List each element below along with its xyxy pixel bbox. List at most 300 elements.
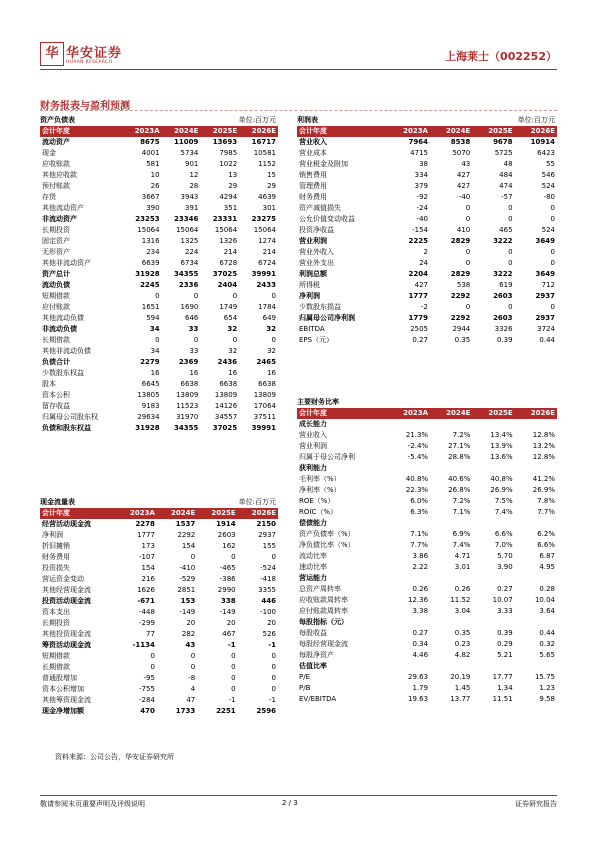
- table-row: [40, 225, 278, 236]
- cell-value: -284: [139, 696, 155, 704]
- cell-value: 2225: [408, 237, 428, 245]
- cell-value: 427: [456, 171, 471, 179]
- cell-value: 3649: [535, 237, 555, 245]
- row-label: 存货: [42, 193, 56, 201]
- cell-value: 2851: [177, 586, 196, 594]
- cell-value: 1274: [258, 237, 276, 245]
- cell-value: 5070: [452, 149, 471, 157]
- cell-value: 1537: [175, 520, 196, 528]
- cell-value: 19.63: [408, 695, 429, 703]
- cell-value: 0: [465, 248, 471, 256]
- financial-ratios-panel: [297, 396, 557, 705]
- row-label: EBITDA: [299, 325, 325, 333]
- row-label: 普通股增加: [42, 674, 77, 682]
- cell-value: -100: [260, 608, 276, 616]
- cell-value: 10: [150, 171, 160, 179]
- brand-logo-text: 华安证券: [66, 46, 123, 61]
- column-header: 2024E: [162, 126, 201, 137]
- row-label: 每股经营现金流: [299, 640, 348, 648]
- cell-value: 154: [181, 542, 196, 550]
- income-statement-title: 利润表: [297, 116, 318, 124]
- cell-value: 26.9%: [490, 486, 513, 494]
- cell-value: 6638: [180, 380, 199, 388]
- row-label: 营业收入: [299, 431, 327, 439]
- cell-value: 7.7%: [537, 508, 555, 516]
- table-header-row: [40, 508, 278, 519]
- row-label: 资产减值损失: [299, 204, 341, 212]
- row-label: 每股指标（元）: [299, 618, 348, 626]
- row-label: 无形资产: [42, 248, 70, 256]
- cell-value: 7.2%: [452, 497, 471, 505]
- cell-value: 654: [223, 314, 238, 322]
- cell-value: 3.64: [539, 607, 555, 615]
- cell-value: -1: [268, 641, 276, 649]
- table-row: [297, 137, 557, 148]
- cell-value: 20: [186, 619, 196, 627]
- table-row: [40, 596, 278, 607]
- row-label: 利润总额: [299, 270, 327, 278]
- cell-value: 1.34: [497, 684, 513, 692]
- table-row: [40, 214, 278, 225]
- table-row: [40, 357, 278, 368]
- cell-value: -529: [179, 575, 196, 583]
- cell-value: 0.32: [539, 640, 555, 648]
- cell-value: 1749: [219, 303, 238, 311]
- cell-value: 13.77: [450, 695, 471, 703]
- cell-value: 2937: [535, 314, 555, 322]
- cell-value: 2.22: [412, 563, 429, 571]
- row-label: 折旧摊销: [42, 542, 70, 550]
- cell-value: 0.44: [539, 336, 555, 344]
- row-label: 毛利率（%）: [299, 475, 341, 483]
- row-label: 净利润: [299, 292, 320, 300]
- cell-value: 6734: [180, 259, 199, 267]
- cell-value: -1: [227, 641, 236, 649]
- cell-value: [387, 419, 430, 430]
- row-label: P/E: [299, 673, 311, 681]
- row-label: EPS（元）: [299, 336, 334, 344]
- cell-value: -8: [188, 674, 196, 682]
- table-row: [297, 313, 557, 324]
- cell-value: 0: [271, 685, 276, 693]
- table-row: [40, 324, 278, 335]
- cashflow-statement-table: [40, 508, 278, 717]
- table-row: [40, 203, 278, 214]
- cell-value: 1152: [258, 160, 276, 168]
- table-row: [40, 651, 278, 662]
- cell-value: 2279: [140, 358, 160, 366]
- cell-value: 34557: [214, 413, 238, 421]
- cell-value: 2433: [256, 281, 276, 289]
- cell-value: 712: [541, 281, 555, 289]
- cell-value: 23275: [251, 215, 276, 223]
- cell-value: 2465: [256, 358, 276, 366]
- cell-value: -57: [501, 193, 513, 201]
- row-label: 其他非流动负债: [42, 347, 91, 355]
- cell-value: 594: [146, 314, 160, 322]
- cell-value: 619: [499, 281, 513, 289]
- cashflow-statement-header: [40, 496, 278, 508]
- cell-value: -1: [228, 696, 236, 704]
- cell-value: 1777: [137, 531, 155, 539]
- row-label: 留存收益: [42, 402, 70, 410]
- cell-value: 0.29: [497, 640, 513, 648]
- table-row: [297, 148, 557, 159]
- cell-value: 234: [146, 248, 160, 256]
- row-label: 应付账款周转率: [299, 607, 348, 615]
- row-label: 归属母公司股东权: [42, 413, 98, 421]
- table-row: [297, 441, 557, 452]
- row-label: 销售费用: [299, 171, 327, 179]
- column-header: 会计年度: [40, 508, 116, 519]
- column-header: 2026E: [239, 126, 278, 137]
- cell-value: 33: [188, 325, 199, 333]
- cell-value: 546: [541, 171, 555, 179]
- cell-value: 34: [149, 325, 160, 333]
- table-row: [40, 379, 278, 390]
- cell-value: [472, 573, 514, 584]
- row-label: 偿债能力: [299, 519, 327, 527]
- cell-value: 216: [141, 575, 155, 583]
- row-label: 财务费用: [299, 193, 327, 201]
- cell-value: 2603: [493, 292, 513, 300]
- cell-value: 2596: [256, 707, 276, 715]
- cell-value: 5.70: [497, 552, 513, 560]
- cell-value: -80: [543, 193, 555, 201]
- row-label: 每股收益: [299, 629, 327, 637]
- cell-value: 6.6%: [537, 541, 555, 549]
- cell-value: 3649: [535, 270, 555, 278]
- table-row: [40, 662, 278, 673]
- row-label: 长期投资: [42, 226, 70, 234]
- cell-value: 0: [550, 248, 555, 256]
- cell-value: 0.39: [496, 336, 513, 344]
- table-row: [297, 258, 557, 269]
- cell-value: 37025: [212, 270, 238, 278]
- cell-value: 3222: [493, 237, 513, 245]
- cell-value: 2505: [410, 325, 428, 333]
- cell-value: [515, 518, 557, 529]
- cell-value: 390: [146, 204, 160, 212]
- cell-value: 55: [546, 160, 555, 168]
- cell-value: 446: [261, 597, 276, 605]
- cell-value: [430, 518, 472, 529]
- cell-value: 0.44: [539, 629, 555, 637]
- table-row: [297, 617, 557, 628]
- row-label: 管理费用: [299, 182, 327, 190]
- cell-value: [472, 617, 514, 628]
- cell-value: 155: [262, 542, 276, 550]
- cell-value: 524: [541, 182, 555, 190]
- balance-sheet-unit: 单位:百万元: [238, 116, 276, 124]
- cell-value: 13809: [176, 391, 199, 399]
- cell-value: 334: [414, 171, 428, 179]
- cell-value: 7.1%: [410, 530, 429, 538]
- cell-value: 17064: [253, 402, 276, 410]
- row-label: 应收账款: [42, 160, 70, 168]
- cell-value: 538: [456, 281, 471, 289]
- table-row: [297, 214, 557, 225]
- cell-value: 154: [141, 564, 155, 572]
- row-label: 投资活动现金流: [42, 597, 91, 605]
- row-label: 净利率（%）: [299, 486, 341, 494]
- table-row: [297, 518, 557, 529]
- cell-value: 6724: [258, 259, 276, 267]
- column-header: 2023A: [387, 408, 430, 419]
- table-row: [40, 563, 278, 574]
- cell-value: 39991: [251, 424, 276, 432]
- cell-value: 40.8%: [405, 475, 429, 483]
- cell-value: 0.27: [412, 336, 428, 344]
- cell-value: 38: [419, 160, 428, 168]
- footer-report-type: 证券研究报告: [515, 800, 557, 808]
- table-row: [297, 463, 557, 474]
- cell-value: 0: [190, 652, 196, 660]
- cell-value: 6.0%: [410, 497, 429, 505]
- column-header: 2023A: [387, 126, 430, 137]
- table-row: [297, 661, 557, 672]
- cashflow-statement-panel: [40, 496, 278, 717]
- table-row: [297, 324, 557, 335]
- cell-value: 9183: [141, 402, 160, 410]
- row-label: 资产总计: [42, 270, 70, 278]
- income-statement-header: [297, 114, 557, 126]
- cell-value: 0: [465, 204, 471, 212]
- row-label: 现金: [42, 149, 56, 157]
- row-label: 营业税金及附加: [299, 160, 348, 168]
- row-label: 应收账款周转率: [299, 596, 348, 604]
- cell-value: 0.28: [539, 585, 555, 593]
- cell-value: -149: [179, 608, 196, 616]
- row-label: 净利润: [42, 531, 63, 539]
- cell-value: [387, 518, 430, 529]
- table-row: [297, 419, 557, 430]
- cell-value: 0: [508, 248, 513, 256]
- row-label: 归属于母公司净利: [299, 453, 355, 461]
- cell-value: 20.19: [450, 673, 471, 681]
- cell-value: 13809: [253, 391, 276, 399]
- cell-value: -95: [143, 674, 155, 682]
- cell-value: 0.26: [454, 585, 471, 593]
- table-row: [297, 595, 557, 606]
- table-row: [297, 430, 557, 441]
- row-label: 流动比率: [299, 552, 327, 560]
- cell-value: 16: [267, 369, 276, 377]
- cell-value: 0: [508, 204, 513, 212]
- cell-value: 646: [185, 314, 199, 322]
- footer-divider: [40, 795, 557, 796]
- row-label: 总资产周转率: [299, 585, 341, 593]
- cell-value: 0.35: [454, 629, 471, 637]
- cell-value: 391: [185, 204, 199, 212]
- cell-value: 34355: [174, 424, 199, 432]
- table-row: [40, 258, 278, 269]
- row-label: 其他经营现金流: [42, 586, 91, 594]
- table-row: [297, 573, 557, 584]
- cell-value: 0.27: [412, 629, 429, 637]
- cell-value: 224: [185, 248, 199, 256]
- cell-value: 14126: [214, 402, 238, 410]
- cell-value: 32: [228, 347, 238, 355]
- row-label: 现金净增加额: [42, 707, 84, 715]
- brand-logo-subtitle: HUAAN RESEARCH: [66, 60, 113, 65]
- cell-value: [472, 463, 514, 474]
- cell-value: 4: [190, 685, 196, 693]
- row-label: P/B: [299, 684, 311, 692]
- cell-value: -1134: [132, 641, 155, 649]
- cell-value: 11.51: [492, 695, 513, 703]
- cell-value: -755: [139, 685, 155, 693]
- cell-value: 0: [508, 215, 513, 223]
- cell-value: 5734: [180, 149, 199, 157]
- cell-value: 0: [465, 215, 471, 223]
- column-header: 会计年度: [297, 126, 387, 137]
- table-row: [297, 159, 557, 170]
- table-row: [40, 629, 278, 640]
- table-row: [40, 401, 278, 412]
- table-row: [297, 335, 557, 346]
- cell-value: 8675: [140, 138, 160, 146]
- income-statement-unit: 单位:百万元: [517, 116, 555, 124]
- balance-sheet-title: 资产负债表: [40, 116, 75, 124]
- row-label: 股本: [42, 380, 56, 388]
- cell-value: 13693: [212, 138, 238, 146]
- cell-value: 0.23: [454, 640, 471, 648]
- cell-value: 0: [550, 215, 555, 223]
- cell-value: 2404: [217, 281, 238, 289]
- section-divider: [40, 110, 557, 111]
- row-label: 应付账款: [42, 303, 70, 311]
- cell-value: [515, 419, 557, 430]
- table-row: [40, 412, 278, 423]
- cell-value: 20: [267, 619, 276, 627]
- row-label: 其他应收款: [42, 171, 77, 179]
- column-header: 会计年度: [40, 126, 122, 137]
- cell-value: 2369: [178, 358, 199, 366]
- cell-value: 3667: [141, 193, 160, 201]
- table-row: [40, 574, 278, 585]
- table-header-row: [40, 126, 278, 137]
- cell-value: 0.39: [497, 629, 513, 637]
- cell-value: 0.27: [497, 585, 513, 593]
- cell-value: 3.38: [412, 607, 429, 615]
- cell-value: 2292: [450, 314, 471, 322]
- cell-value: 40.8%: [490, 475, 513, 483]
- cell-value: 37025: [212, 424, 238, 432]
- cell-value: 6423: [537, 149, 555, 157]
- cell-value: 214: [223, 248, 238, 256]
- table-row: [40, 159, 278, 170]
- cell-value: 0: [190, 553, 196, 561]
- cell-value: 15064: [137, 226, 160, 234]
- cell-value: 0: [231, 652, 236, 660]
- table-row: [40, 607, 278, 618]
- row-label: 营运资金变动: [42, 575, 84, 583]
- cell-value: 10.07: [492, 596, 513, 604]
- cell-value: 4.71: [454, 552, 471, 560]
- row-label: 速动比率: [299, 563, 327, 571]
- cell-value: 484: [499, 171, 513, 179]
- cell-value: 2603: [217, 531, 236, 539]
- cell-value: 3326: [494, 325, 513, 333]
- cell-value: 5.21: [497, 651, 513, 659]
- table-header-row: [297, 408, 557, 419]
- table-row: [40, 280, 278, 291]
- cell-value: 7.4%: [452, 541, 471, 549]
- cell-value: 524: [541, 226, 555, 234]
- cell-value: 282: [181, 630, 196, 638]
- row-label: 流动资产: [42, 138, 70, 146]
- cell-value: 39991: [251, 270, 276, 278]
- cell-value: 465: [499, 226, 513, 234]
- cell-value: 16717: [251, 138, 276, 146]
- row-label: 负债和股东权益: [42, 424, 91, 432]
- cell-value: 6.9%: [452, 530, 471, 538]
- cell-value: 7.8%: [537, 497, 555, 505]
- cell-value: 31970: [176, 413, 199, 421]
- row-label: 营运能力: [299, 574, 327, 582]
- cell-value: 11009: [174, 138, 199, 146]
- row-label: 估值比率: [299, 662, 327, 670]
- table-row: [297, 694, 557, 705]
- table-row: [40, 137, 278, 148]
- column-header: 2025E: [472, 408, 514, 419]
- cell-value: 0: [231, 663, 236, 671]
- row-label: 其他流动资产: [42, 204, 84, 212]
- table-row: [40, 368, 278, 379]
- cell-value: [515, 661, 557, 672]
- cell-value: 427: [414, 281, 428, 289]
- cell-value: 173: [141, 542, 155, 550]
- row-label: 投资损失: [42, 564, 70, 572]
- table-row: [297, 236, 557, 247]
- cell-value: [387, 617, 430, 628]
- row-label: 筹资活动现金流: [42, 641, 91, 649]
- cell-value: 34355: [174, 270, 199, 278]
- cell-value: 7964: [408, 138, 428, 146]
- cell-value: 0: [193, 336, 199, 344]
- cell-value: 0: [508, 259, 513, 267]
- cell-value: 0: [190, 663, 196, 671]
- cell-value: 15064: [176, 226, 199, 234]
- table-row: [297, 225, 557, 236]
- row-label: 营业收入: [299, 138, 327, 146]
- cell-value: 0: [271, 553, 276, 561]
- cell-value: 1022: [219, 160, 238, 168]
- cell-value: 32: [266, 325, 276, 333]
- header-divider: [40, 69, 557, 70]
- cell-value: 7.0%: [494, 541, 513, 549]
- table-row: [40, 552, 278, 563]
- cell-value: 1325: [180, 237, 199, 245]
- cell-value: 2: [423, 248, 428, 256]
- cell-value: 6.2%: [537, 530, 555, 538]
- cell-value: 10.04: [534, 596, 555, 604]
- cell-value: 3.04: [454, 607, 471, 615]
- cashflow-statement-title: 现金流量表: [40, 498, 75, 506]
- table-row: [297, 551, 557, 562]
- table-row: [40, 695, 278, 706]
- cell-value: 23253: [135, 215, 160, 223]
- cashflow-statement-unit: 单位:百万元: [238, 498, 276, 506]
- cell-value: 6728: [219, 259, 238, 267]
- cell-value: 1316: [141, 237, 160, 245]
- cell-value: 2829: [450, 237, 471, 245]
- cell-value: 0.35: [454, 336, 471, 344]
- column-header: 会计年度: [297, 408, 387, 419]
- cell-value: -40: [458, 193, 471, 201]
- balance-sheet-table: [40, 126, 278, 434]
